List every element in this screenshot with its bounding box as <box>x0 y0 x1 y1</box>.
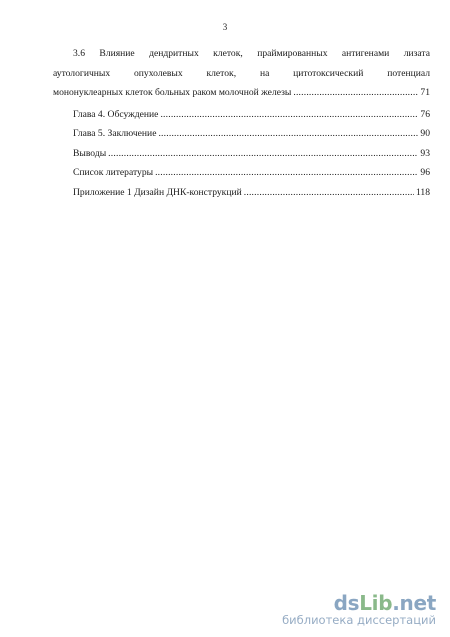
toc-entry-chapter-5[interactable] <box>73 124 430 144</box>
toc-entry-title: мононуклеарных клеток больных раком молочной железы <box>53 87 292 98</box>
toc-entry-page: 71 <box>420 87 430 98</box>
toc-leader-dots <box>160 105 418 125</box>
toc-entry-title: Глава 5. Заключение <box>73 128 157 139</box>
toc-entry-conclusions[interactable] <box>73 144 430 164</box>
table-of-contents <box>53 44 430 202</box>
toc-entry-chapter-4[interactable] <box>73 105 430 125</box>
toc-entry-title: Список литературы <box>73 167 154 178</box>
toc-entry-page: 118 <box>415 186 430 198</box>
toc-entry-page: 90 <box>420 128 430 139</box>
dslib-logo: dsLib.net <box>333 591 436 615</box>
toc-entry-appendix-1[interactable] <box>73 183 430 203</box>
page-number: 3 <box>222 22 228 32</box>
toc-leader-dots <box>293 83 418 103</box>
toc-entry-title: Приложение 1 Дизайн ДНК-конструкций <box>73 186 242 198</box>
toc-entry-3-6[interactable] <box>53 83 430 103</box>
toc-leader-dots <box>155 163 418 183</box>
toc-entry-page: 93 <box>420 147 430 159</box>
toc-entry-page: 96 <box>420 167 430 178</box>
toc-entry-3-6-line2: аутологичных опухолевых клеток, на цитотоксический потенциал <box>53 67 430 79</box>
toc-entry-title: Выводы <box>73 147 107 159</box>
toc-entry-3-6-line1: 3.6 Влияние дендритных клеток, праймированных антигенами лизата <box>73 48 430 59</box>
toc-entry-references[interactable] <box>73 163 430 183</box>
toc-leader-dots <box>244 183 414 203</box>
dslib-tagline: библиотека диссертаций <box>282 613 436 627</box>
toc-leader-dots <box>158 124 418 144</box>
dslib-watermark <box>282 593 436 627</box>
toc-leader-dots <box>108 144 418 164</box>
toc-entry-title: Глава 4. Обсуждение <box>73 108 159 120</box>
toc-entry-page: 76 <box>420 108 430 120</box>
